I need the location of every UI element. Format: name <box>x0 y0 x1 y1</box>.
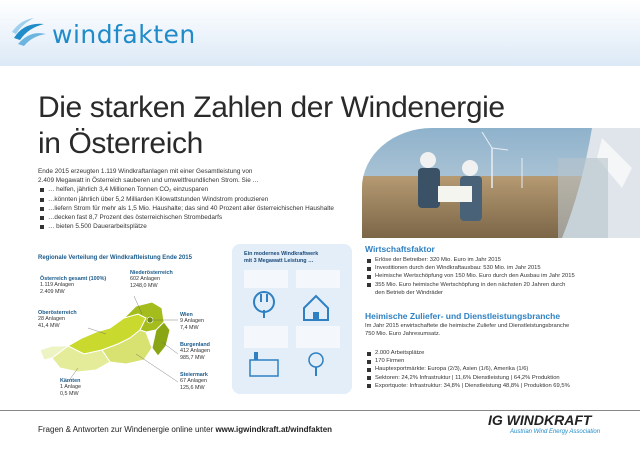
ig-windkraft-logo: IG WINDKRAFT <box>488 412 592 428</box>
footer-prefix: Fragen & Antworten zur Windenergie online unter <box>38 425 214 434</box>
region-line: 9 Anlagen <box>180 318 204 325</box>
infobox-icons <box>238 268 348 388</box>
zulieferer-bullet: 170 Firmen <box>365 357 627 365</box>
region-line: 985,7 MW <box>180 354 205 361</box>
section-title-wirtschaftsfaktor: Wirtschaftsfaktor <box>365 244 435 254</box>
title-line-2: in Österreich <box>38 127 203 160</box>
region-line: 67 Anlagen <box>180 378 207 385</box>
zulieferer-intro <box>365 322 627 338</box>
plug-icon <box>254 292 274 318</box>
photo-illustration <box>362 128 640 238</box>
zulieferer-bullet: Exportquote: Infrastruktur: 34,8% | Dienstleistung 48,8% | Produktion 69,5% <box>365 382 627 390</box>
zulieferer-text-2: 750 Mio. Euro Jahresumsatz. <box>365 331 441 338</box>
intro-text <box>38 167 358 231</box>
region-name: Niederösterreich <box>130 270 173 276</box>
map-title: Regionale Verteilung der Windkraftleistung Ende 2015 <box>38 255 192 261</box>
region-name: Wien <box>180 312 193 318</box>
map-label-oesterreich <box>40 276 106 295</box>
region-name: Burgenland <box>180 342 210 348</box>
intro-line-1: Ende 2015 erzeugten 1.119 Windkraftanlagen mit einer Gesamtleistung von <box>38 168 253 175</box>
region-line: 41,4 MW <box>38 322 60 329</box>
region-line: 125,6 MW <box>180 384 205 391</box>
footer-text <box>38 425 332 434</box>
windfakten-mark-icon <box>10 14 50 54</box>
region-line: 1.119 Anlagen <box>40 282 75 289</box>
region-line: 2.409 MW <box>40 288 65 295</box>
windfakten-logo <box>10 16 196 52</box>
map-label-niederoesterreich <box>130 270 173 289</box>
region-line: 412 Anlagen <box>180 348 210 355</box>
austria-map <box>38 268 220 398</box>
region-line: 28 Anlagen <box>38 316 65 323</box>
region-line: 1 Anlage <box>60 384 81 391</box>
map-label-wien <box>180 312 204 331</box>
wirtschaft-bullet: 355 Mio. Euro heimische Wertschöpfung in den nächsten 20 Jahren durch <box>365 281 627 289</box>
region-name: Oberösterreich <box>38 310 77 316</box>
wirtschaft-list <box>365 256 627 297</box>
intro-bullet: … bieten 5.500 Dauerarbeitsplätze <box>38 222 358 231</box>
zulieferer-list <box>365 349 627 390</box>
infobox-title-line-2: mit 3 Megawatt Leistung … <box>244 257 314 264</box>
map-label-burgenland <box>180 342 210 361</box>
intro-bullet: … helfen, jährlich 3,4 Millionen Tonnen CO₂ einzusparen <box>38 185 358 194</box>
zulieferer-bullet: 2.000 Arbeitsplätze <box>365 349 627 357</box>
region-line: 602 Anlagen <box>130 276 160 283</box>
region-name: Kärnten <box>60 378 81 384</box>
ig-windkraft-subtitle: Austrian Wind Energy Association <box>510 429 601 435</box>
intro-bullet: …liefern Strom für mehr als 1,5 Mio. Haushalte; das sind 40 Prozent aller österreichischen Haushalte <box>38 204 358 213</box>
tree-icon <box>309 353 323 376</box>
section-title-zulieferer: Heimische Zuliefer- und Dienstleistungsbranche <box>365 311 561 321</box>
zulieferer-bullet: Hauptexportmärkte: Europa (2/3), Asien (1/6), Amerika (1/6) <box>365 365 627 373</box>
factory-icon <box>250 352 278 376</box>
technicians-photo <box>362 128 640 238</box>
wirtschaft-bullet: Investitionen durch den Windkraftausbau: 530 Mio. im Jahr 2015 <box>365 264 627 272</box>
zulieferer-bullet: Sektoren: 24,2% Infrastruktur | 11,6% Dienstleistung | 64,2% Produktion <box>365 374 627 382</box>
wirtschaft-bullet: Heimische Wertschöpfung von 150 Mio. Euro durch den Ausbau im Jahr 2015 <box>365 272 627 280</box>
region-line: 7,4 MW <box>180 324 199 331</box>
map-label-kaernten <box>60 378 81 397</box>
logo-text: windfakten <box>52 19 196 49</box>
title-line-1: Die starken Zahlen der Windenergie <box>38 91 505 124</box>
intro-bullet: …könnten jährlich über 5,2 Milliarden Kilowattstunden Windstrom produzieren <box>38 195 358 204</box>
footer-url-link[interactable]: www.igwindkraft.at/windfakten <box>215 425 333 434</box>
wirtschaft-bullet: Erlöse der Betreiber: 320 Mio. Euro im Jahr 2015 <box>365 256 627 264</box>
infobox-title-line-1: Ein modernes Windkraftwerk <box>244 251 319 257</box>
infobox-title <box>244 251 318 264</box>
map-label-oberoesterreich <box>38 310 77 329</box>
zulieferer-text-1: Im Jahr 2015 erwirtschaftete die heimische Zuliefer und Dienstleistungsbranche <box>365 323 570 329</box>
region-name: Österreich gesamt (100%) <box>40 276 107 282</box>
region-name: Steiermark <box>180 372 208 378</box>
intro-line-2: 2.409 Megawatt in Österreich sauberen und umweltfreundlichen Strom. Sie … <box>38 177 259 185</box>
header-band <box>0 0 640 66</box>
footer-divider <box>0 410 640 411</box>
map-label-steiermark <box>180 372 208 391</box>
intro-bullet-list <box>38 185 358 231</box>
wirtschaft-continuation: den Betrieb der Windräder <box>375 289 443 296</box>
intro-bullet: …decken fast 8,7 Prozent des österreichischen Strombedarfs <box>38 213 358 222</box>
region-line: 1248,0 MW <box>130 282 158 289</box>
region-line: 0,5 MW <box>60 390 79 397</box>
house-icon <box>304 296 328 320</box>
